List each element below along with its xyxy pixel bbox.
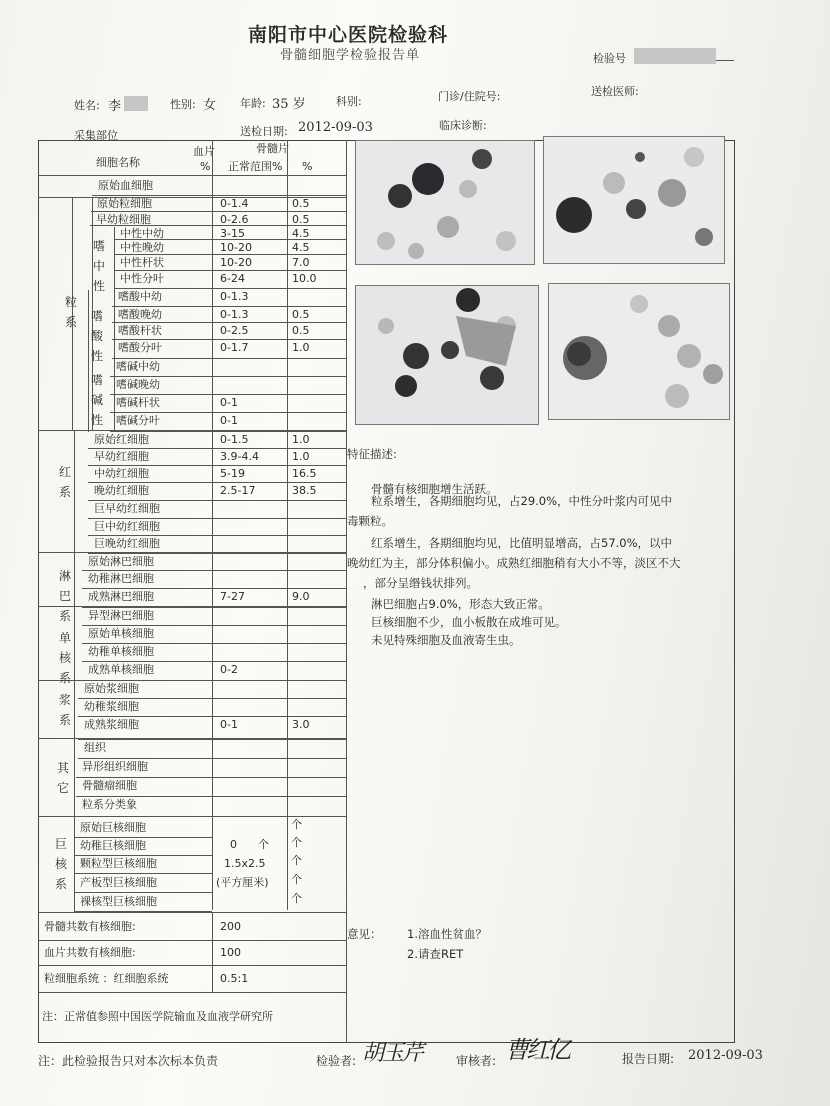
row-line [78,716,346,717]
summary-value: 200 [220,920,241,933]
eos-divider [88,290,89,432]
cell-range: 3.9-4.4 [220,450,259,463]
cell-name: 原始粒细胞 [97,197,152,210]
description-line: 骨髓有核细胞增生活跃。 [371,482,498,496]
row-line [88,535,346,536]
dept-label: 科别: [336,95,362,108]
group-line [38,940,346,941]
reviewer-signature: 曹红亿 [505,1036,568,1064]
opinion-line-1: 1.溶血性贫血？ [407,927,487,941]
site-label: 采集部位 [74,129,118,142]
cell-value: 4.5 [292,227,310,240]
opinion-label: 意见： [347,927,382,941]
cell-name: 骨髓瘤细胞 [82,779,137,792]
row-line [76,777,346,778]
cell-range: 0-1 [220,396,238,409]
group-mono [58,628,72,688]
group-char: 其 [56,761,69,775]
col-marrow-header: 骨髓片 [256,142,289,155]
row-line [110,376,346,377]
test-no-underline [716,60,734,61]
description-line: 淋巴细胞占9.0%，形态大致正常。 [371,597,550,611]
row-line [110,412,346,413]
group-eos [90,306,104,366]
cell-name: 幼稚淋巴细胞 [88,572,154,585]
report-subtitle: 骨髓细胞学检验报告单 [280,48,421,63]
cell-name: 嗜碱杆状 [116,396,160,409]
cell-name: 嗜酸杆状 [118,324,162,337]
name-redacted [124,96,148,111]
group-char: 核 [54,857,67,871]
cell-value: 38.5 [292,484,317,497]
cell-value: 0.5 [292,308,310,321]
cell-range: 5-19 [220,467,245,480]
row-line [82,588,346,589]
group-line [38,912,346,913]
group-lym [58,566,72,626]
reviewer-label: 审核者: [456,1054,497,1068]
cell-name: 成熟单核细胞 [88,663,154,676]
col-blood-pct: % [200,160,211,173]
micrograph-1-image [356,141,534,264]
cell-name: 中幼红细胞 [94,467,149,480]
group-char: 碱 [90,393,103,407]
group-line [38,430,346,431]
group-divider [74,430,75,912]
cell-name: 异形组织细胞 [82,760,148,773]
group-other [56,758,70,798]
row-line [91,211,346,212]
row-line [74,873,212,874]
cell-name: 原始浆细胞 [84,682,139,695]
group-mega [54,834,68,894]
cell-name: 嗜碱分叶 [116,414,160,427]
row-line [112,306,346,307]
group-neut [92,236,106,296]
mega-row-name: 裸核型巨核细胞 [80,895,157,908]
inspector-signature: 胡玉芹 [362,1041,423,1066]
col-name-header: 细胞名称 [96,156,140,169]
group-line [38,738,346,739]
cell-range: 0-2.5 [220,324,249,337]
group-char: 浆 [58,693,71,707]
row-line [76,796,346,797]
micrograph-4 [548,283,730,420]
micrograph-3 [355,285,539,425]
cell-name: 晚幼红细胞 [94,484,149,497]
cell-name: 中性分叶 [120,272,164,285]
col-marrow-pct: % [302,160,313,173]
row-line [110,394,346,395]
cell-range: 6-24 [220,272,245,285]
date-value: 2012-09-03 [298,120,373,135]
sex-value: 女 [203,98,217,113]
cell-value: 7.0 [292,256,310,269]
name-value: 李 [108,99,122,114]
row-line [82,643,346,644]
cell-name: 原始淋巴细胞 [88,555,154,568]
cell-range: 7-27 [220,590,245,603]
report-date-value: 2012-09-03 [688,1048,763,1063]
row-line [112,358,346,359]
cell-range: 0-1 [220,718,238,731]
group-char: 性 [92,279,105,293]
table-note: 注：正常值参照中国医学院输血及血液学研究所 [42,1010,273,1023]
group-char: 它 [56,781,69,795]
micrograph-3-image [356,286,538,424]
col-divider-range [212,140,213,910]
cell-name: 成熟浆细胞 [84,718,139,731]
cell-name: 嗜碱中幼 [116,360,160,373]
description-line: 红系增生，各期细胞均见，比值明显增高，占57.0%，以中 [371,536,673,550]
group-ery [58,462,72,502]
group-char: 巴 [58,589,71,603]
group-char: 酸 [90,329,103,343]
sub-divider [114,227,115,432]
row-line [74,855,212,856]
header-row-line [38,175,346,176]
cell-range: 10-20 [220,241,252,254]
group-line [38,816,346,817]
cell-name: 巨晚幼红细胞 [94,537,160,550]
row-line [88,448,346,449]
diagnosis-label: 临床诊断: [439,119,487,132]
cell-range: 0-2.6 [220,213,249,226]
group-char: 嗜 [90,373,103,387]
group-line [38,992,346,993]
row-line [78,739,346,740]
cell-range: 0-1.5 [220,433,249,446]
summary-value: 100 [220,946,241,959]
mega-unit-mark: 个 [291,818,302,831]
mega-unit-mark: 个 [291,873,302,886]
cell-value: 1.0 [292,433,310,446]
mega-row-name: 产板型巨核细胞 [80,876,157,889]
test-no-label: 检验号 [593,52,626,65]
row-line [110,431,346,432]
mega-unit-mark: 个 [291,854,302,867]
row-line [82,625,346,626]
hospital-title: 南阳市中心医院检验科 [248,24,449,46]
description-line: ，部分呈缗钱状排列。 [363,576,478,590]
group-line [38,680,346,681]
cell-range: 3-15 [220,227,245,240]
cell-range: 10-20 [220,256,252,269]
cell-name: 早幼红细胞 [94,450,149,463]
group-char: 系 [58,671,71,685]
mega-count: 0 [230,838,237,851]
micrograph-4-image [549,284,729,419]
micrograph-2-image [544,137,724,263]
group-char: 性 [90,349,103,363]
summary-value: 0.5:1 [220,972,249,985]
row-line [78,758,346,759]
cell-name: 嗜酸分叶 [118,341,162,354]
summary-label: 骨髓共数有核细胞: [44,920,136,933]
test-no-redacted [634,48,716,64]
group-char: 中 [92,259,105,273]
group-char: 嗜 [90,309,103,323]
row-line [78,698,346,699]
cell-name: 原始红细胞 [94,433,149,446]
mega-unit-mark: 个 [291,836,302,849]
row-line [88,518,346,519]
cell-name: 中性杆状 [120,256,164,269]
cell-value: 0.5 [292,213,310,226]
mega-area-unit: (平方厘米) [216,876,269,889]
mega-row-name: 颗粒型巨核细胞 [80,857,157,870]
summary-label: 粒细胞系统 ：红细胞系统 [44,972,169,985]
cell-name: 巨中幼红细胞 [94,520,160,533]
cell-value: 1.0 [292,341,310,354]
cell-name: 嗜碱晚幼 [116,378,160,391]
age-value: 35 岁 [272,97,306,112]
group-char: 淋 [58,569,71,583]
mega-row-name: 原始巨核细胞 [80,821,146,834]
group-plasma [58,690,72,730]
group-char: 系 [54,877,67,891]
row-line [74,892,212,893]
cell-name: 嗜酸晚幼 [118,308,162,321]
row-line [112,322,346,323]
cell-range: 0-1.7 [220,341,249,354]
col-blood-header: 血片 [193,145,215,158]
clinic-label: 门诊/住院号: [438,90,501,103]
name-label: 姓名: [74,99,100,112]
cell-name: 巨早幼红细胞 [94,502,160,515]
opinion-line-2: 2.请查RET [407,947,464,961]
table-divider [346,140,347,1043]
doctor-label: 送检医师: [591,85,639,98]
row-line [74,911,212,912]
cell-value: 3.0 [292,718,310,731]
cell-range: 0-1.3 [220,290,249,303]
row-line [82,607,346,608]
description-line: 巨核细胞不少，血小板散在成堆可见。 [371,615,567,629]
group-gran [64,292,78,332]
group-char: 系 [58,713,71,727]
group-line [38,965,346,966]
row-line [112,339,346,340]
group-line [38,552,346,553]
description-line: 毒颗粒。 [347,514,393,528]
mega-count-unit: 个 [258,838,269,851]
description-line: 未见特殊细胞及血液寄生虫。 [371,633,521,647]
row-line [88,465,346,466]
description-line: 粒系增生，各期细胞均见，占29.0%，中性分叶浆内可见中 [371,494,673,508]
row-line [82,570,346,571]
cell-value: 16.5 [292,467,317,480]
group-char: 系 [58,485,71,499]
cell-range: 0-1 [220,414,238,427]
cell-name: 早幼粒细胞 [96,213,151,226]
cell-value: 1.0 [292,450,310,463]
group-char: 系 [64,315,77,329]
summary-divider [212,912,213,992]
sex-label: 性别: [170,98,196,111]
cell-name: 组织 [84,741,106,754]
cell-value: 0.5 [292,197,310,210]
group-char: 嗜 [92,239,105,253]
group-char: 粒 [64,295,77,309]
cell-value: 0.5 [292,324,310,337]
group-line [38,606,346,607]
group-char: 巨 [54,837,67,851]
group-char: 系 [58,609,71,623]
inspector-label: 检验者: [316,1054,357,1068]
cell-range: 0-2 [220,663,238,676]
row-line [82,661,346,662]
cell-name: 幼稚浆细胞 [84,700,139,713]
description-title: 特征描述: [347,447,397,461]
mega-row-name: 幼稚巨核细胞 [80,839,146,852]
cell-name: 中性中幼 [120,227,164,240]
cell-range: 0-1.3 [220,308,249,321]
cell-value: 10.0 [292,272,317,285]
age-label: 年龄: [240,97,266,110]
group-char: 红 [58,465,71,479]
row-line [92,195,346,196]
cell-name: 异型淋巴细胞 [88,609,154,622]
cell-name: 中性晚幼 [120,241,164,254]
col-divider-value [287,140,288,910]
cell-name: 粒系分类象 [82,798,137,811]
micrograph-2 [543,136,725,264]
date-label: 送检日期: [240,125,288,138]
col-range-header: 正常范围% [228,160,283,173]
mega-area: 1.5x2.5 [224,857,266,870]
row-line [88,553,346,554]
cell-name: 嗜酸中幼 [118,290,162,303]
group-char: 单 [58,631,71,645]
cell-name: 幼稚单核细胞 [88,645,154,658]
cell-value: 9.0 [292,590,310,603]
cell-range: 0-1.4 [220,197,249,210]
row-line [88,482,346,483]
mega-unit-mark: 个 [291,892,302,905]
cell-name: 原始血细胞 [98,179,153,192]
footer-note: 注：此检验报告只对本次标本负责 [38,1054,219,1068]
row-line [74,837,212,838]
row-line [88,500,346,501]
cell-name: 成熟淋巴细胞 [88,590,154,603]
group-char: 核 [58,651,71,665]
group-char: 性 [90,413,103,427]
micrograph-1 [355,140,535,265]
summary-label: 血片共数有核细胞: [44,946,136,959]
group-baso [90,370,104,430]
cell-value: 4.5 [292,241,310,254]
cell-name: 原始单核细胞 [88,627,154,640]
row-line [114,288,346,289]
report-date-label: 报告日期: [622,1052,675,1066]
description-line: 晚幼红为主，部分体积偏小。成熟红细胞稍有大小不等，淡区不大 [347,556,681,570]
row-line [114,270,346,271]
cell-range: 2.5-17 [220,484,256,497]
